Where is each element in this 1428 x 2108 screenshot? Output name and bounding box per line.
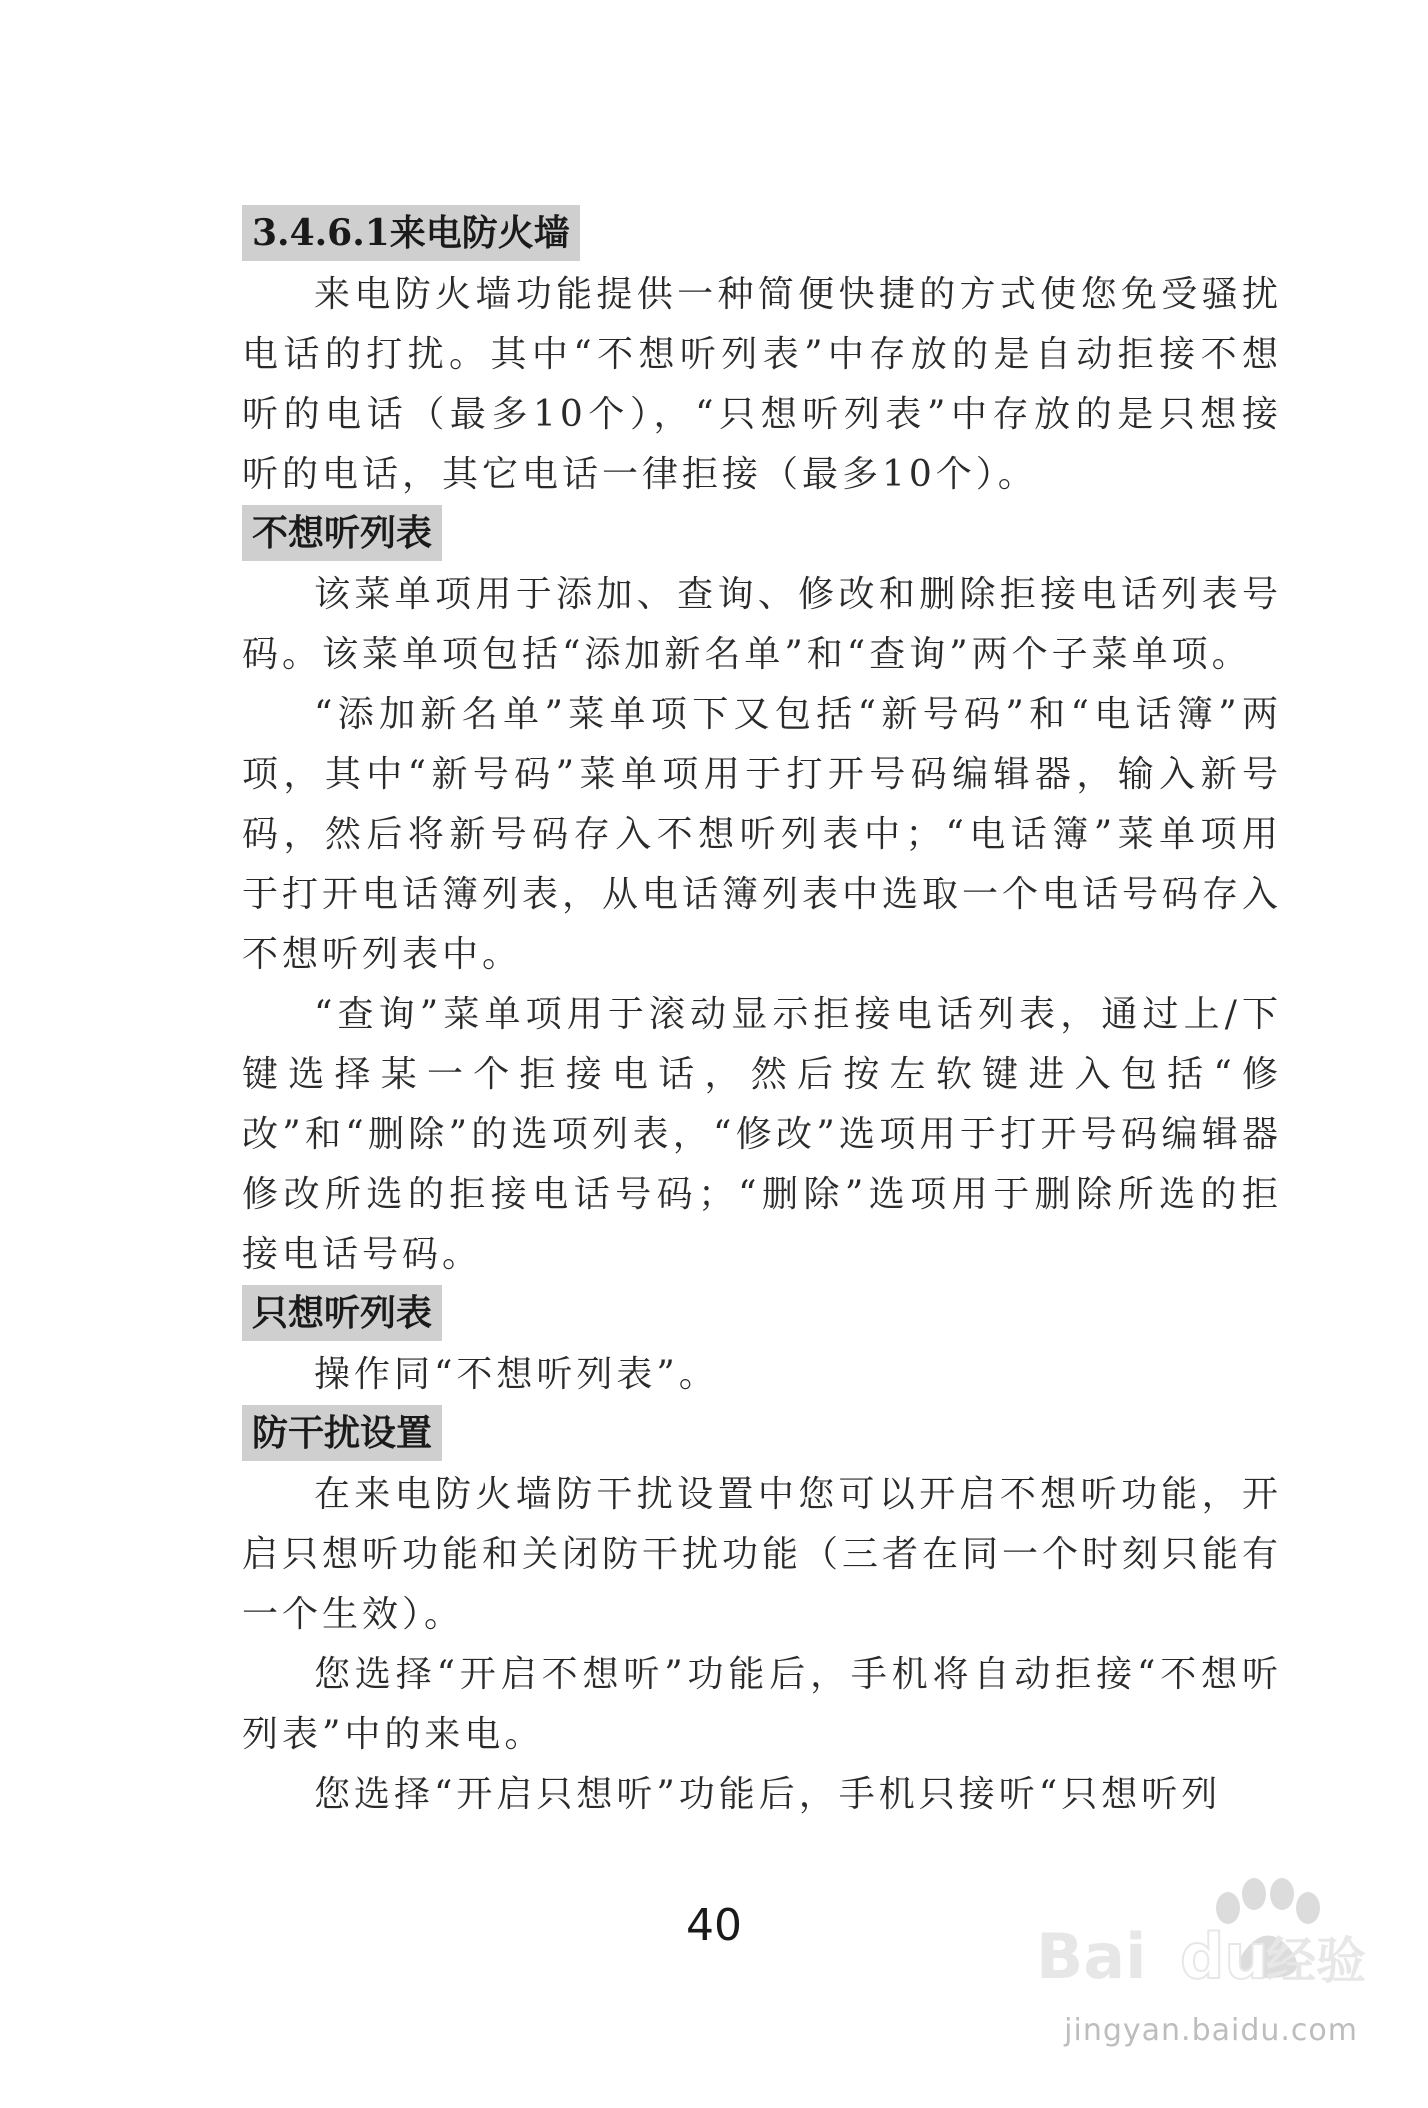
section-heading-caller-firewall: 3.4.6.1来电防火墙 bbox=[242, 205, 580, 261]
paragraph: 在来电防火墙防干扰设置中您可以开启不想听功能，开启只想听功能和关闭防干扰功能（三者在同一个时刻只能有一个生效）。 bbox=[242, 1474, 1283, 1635]
paragraph: 操作同“不想听列表”。 bbox=[314, 1354, 719, 1395]
section-heading-wrap bbox=[242, 205, 1282, 265]
section-heading-whitelist: 只想听列表 bbox=[242, 1285, 442, 1341]
paragraph: 该菜单项用于添加、查询、修改和删除拒接电话列表号码。该菜单项包括“添加新名单”和“查询”两个子菜单项。 bbox=[242, 574, 1282, 675]
section-heading-wrap bbox=[242, 1285, 1282, 1345]
svg-text:du: du bbox=[1180, 1920, 1269, 1993]
baidu-jingyan-logo-watermark bbox=[1028, 1858, 1368, 2028]
paragraph: 您选择“开启只想听”功能后，手机只接听“只想听列 bbox=[314, 1774, 1222, 1815]
svg-text:经验: 经验 bbox=[1266, 1932, 1366, 1990]
section-heading-wrap bbox=[242, 505, 1282, 565]
page-number: 40 bbox=[686, 1900, 742, 1951]
paragraph: 您选择“开启不想听”功能后，手机将自动拒接“不想听列表”中的来电。 bbox=[242, 1654, 1282, 1755]
paragraph: “添加新名单”菜单项下又包括“新号码”和“电话簿”两项，其中“新号码”菜单项用于打开号码编辑器，输入新号码，然后将新号码存入不想听列表中；“电话簿”菜单项用于打开电话簿列表，从电话簿列表中选取一个电话号码存入不想听列表中。 bbox=[242, 694, 1283, 975]
paragraph: 来电防火墙功能提供一种简便快捷的方式使您免受骚扰电话的打扰。其中“不想听列表”中存放的是自动拒接不想听的电话（最多10个），“只想听列表”中存放的是只想接听的电话，其它电话一律拒接（最多10个）。 bbox=[242, 274, 1282, 495]
svg-text:Bai: Bai bbox=[1036, 1920, 1147, 1993]
watermark-url: jingyan.baidu.com bbox=[1064, 2013, 1358, 2048]
section-heading-anti-disturb-settings: 防干扰设置 bbox=[242, 1405, 442, 1461]
section-heading-wrap bbox=[242, 1405, 1282, 1465]
paragraph: “查询”菜单项用于滚动显示拒接电话列表，通过上/下键选择某一个拒接电话，然后按左软键进入包括“修改”和“删除”的选项列表，“修改”选项用于打开号码编辑器修改所选的拒接电话号码；“删除”选项用于删除所选的拒接电话号码。 bbox=[242, 994, 1282, 1275]
page-content bbox=[242, 205, 1282, 1825]
section-heading-blacklist: 不想听列表 bbox=[242, 505, 442, 561]
